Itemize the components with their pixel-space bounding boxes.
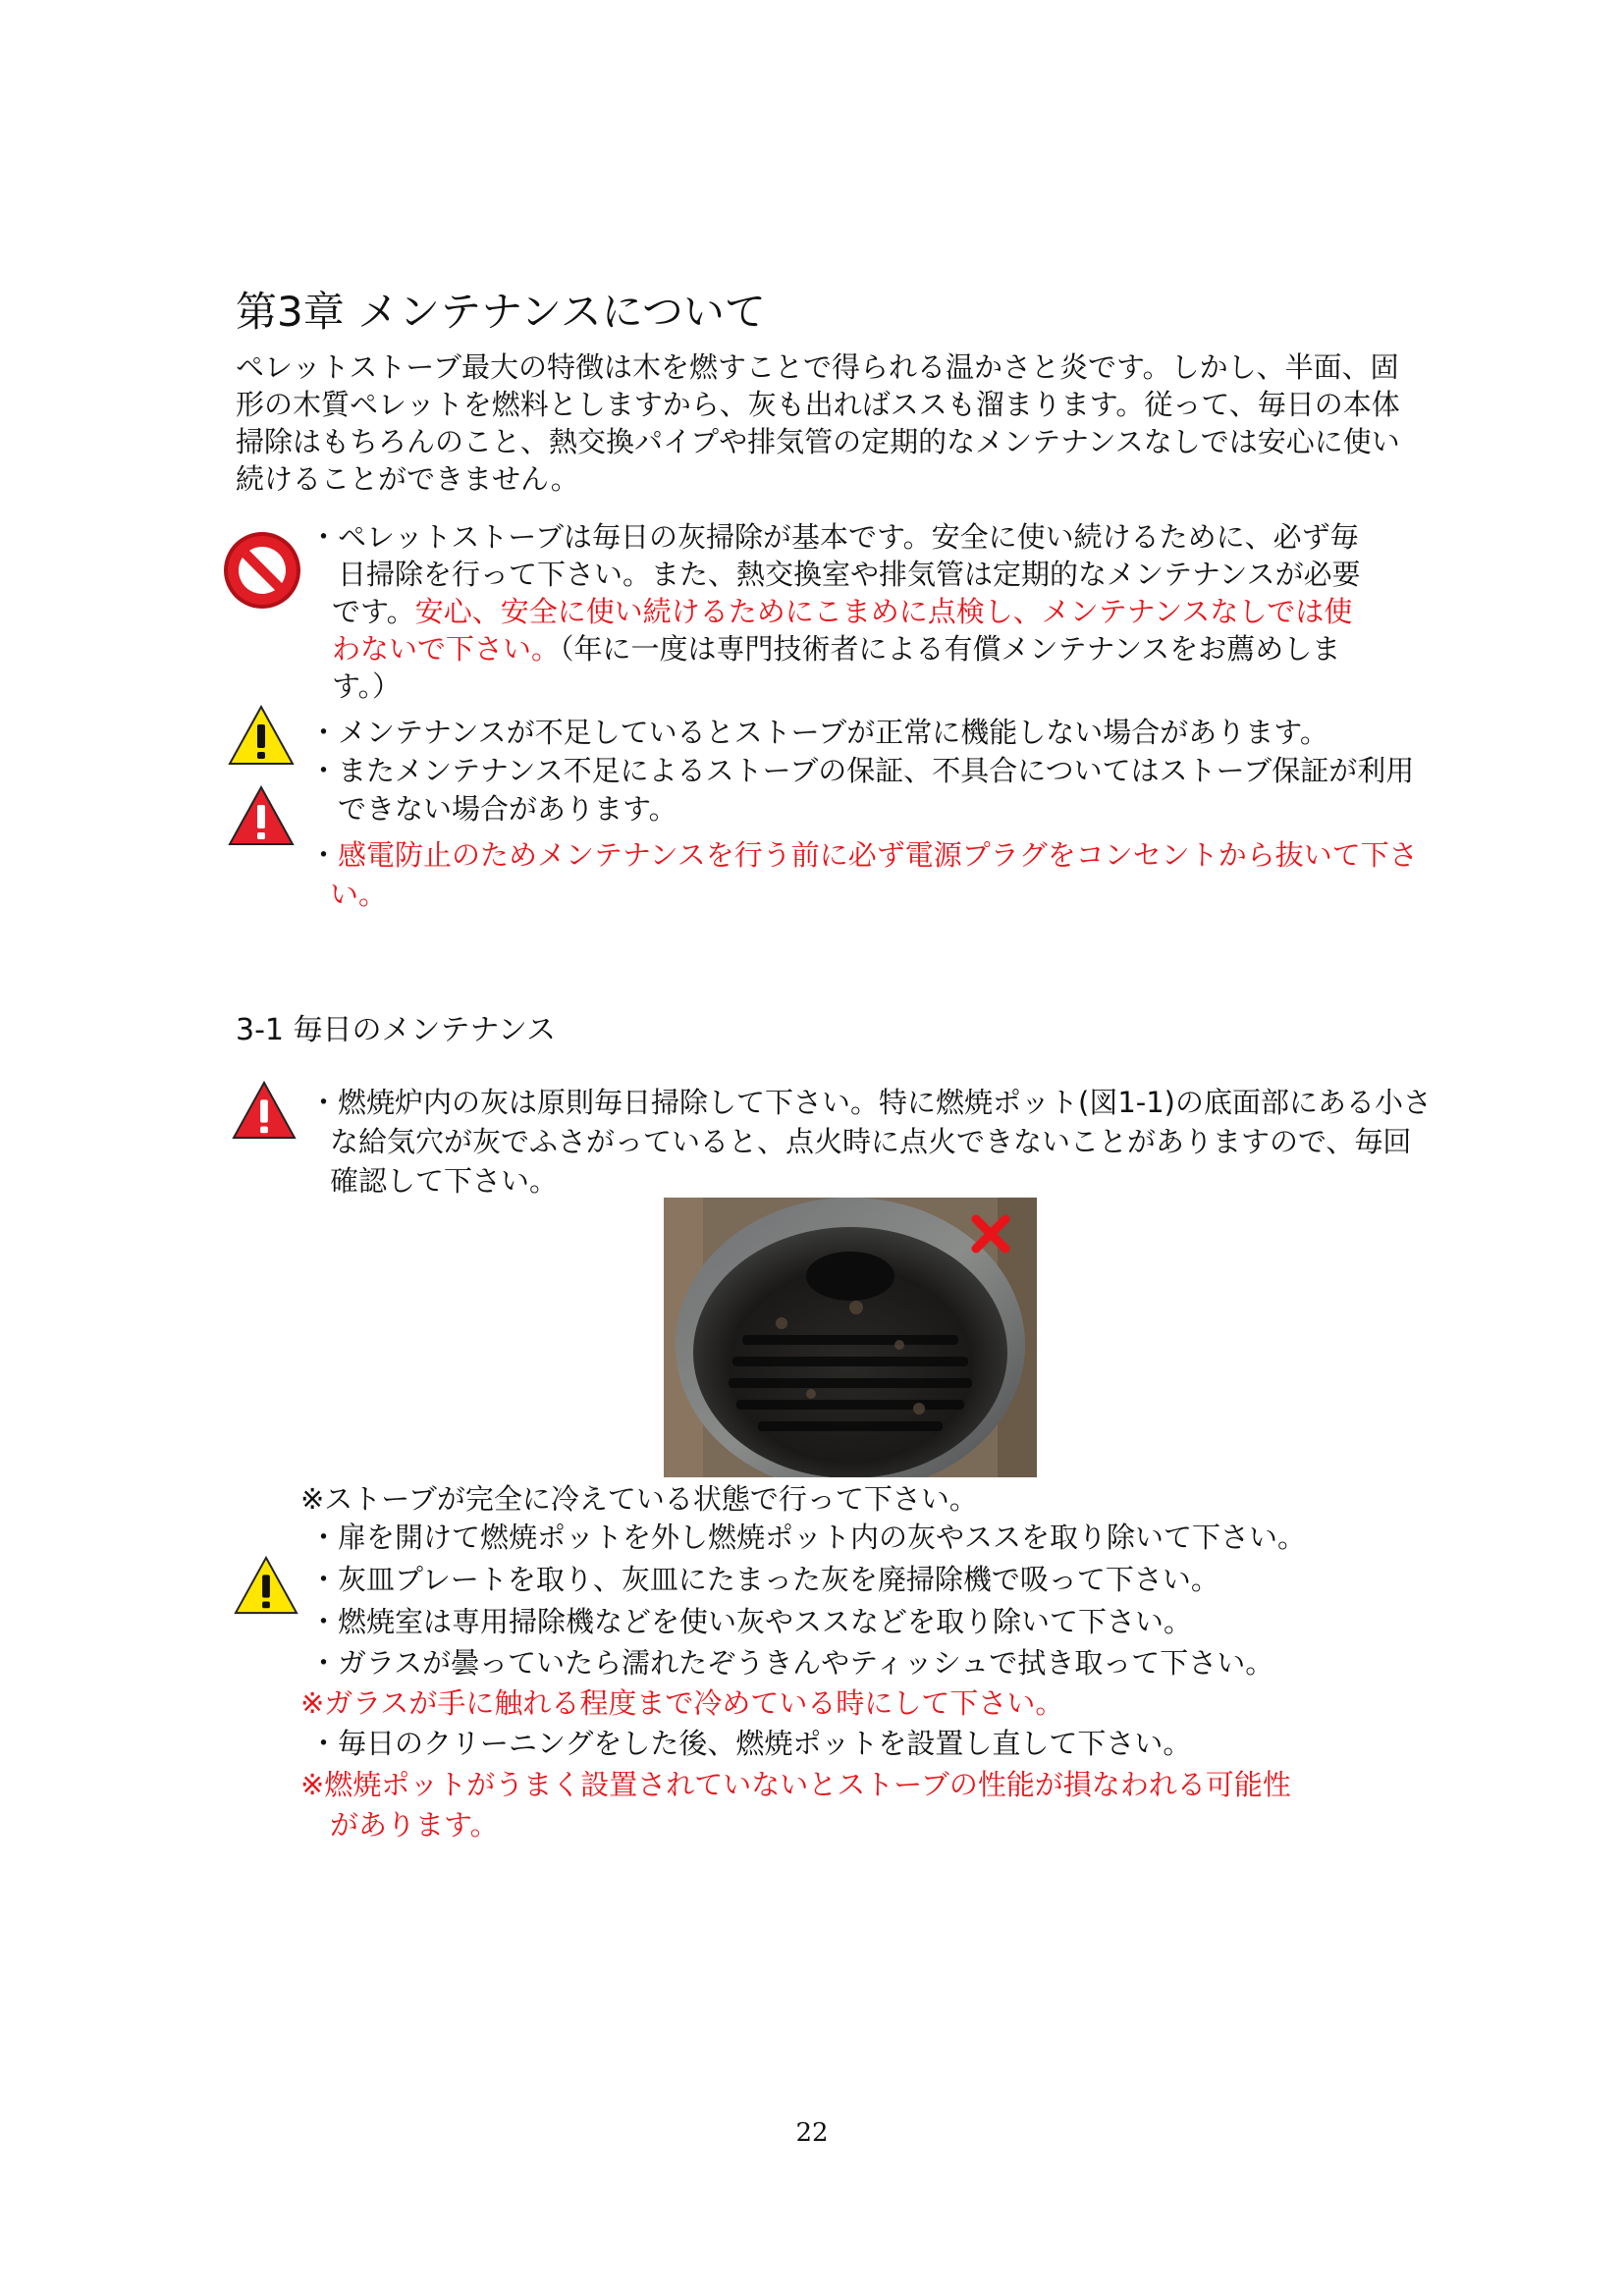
- caution-line: できない場合があります。: [338, 792, 677, 826]
- prohibit-line: す。）: [332, 669, 402, 703]
- danger-icon: [228, 785, 295, 846]
- prohibit-text: です。: [332, 595, 415, 628]
- caution-line: ・またメンテナンス不足によるストーブの保証、不具合についてはストーブ保証が利用: [309, 754, 1415, 787]
- danger-line: [309, 836, 1418, 874]
- step-line: ・扉を開けて燃焼ポットを外し燃焼ポット内の灰やススを取り除いて下さい。: [309, 1521, 1307, 1554]
- page-number: 22: [795, 2118, 829, 2148]
- prohibit-line: 日掃除を行って下さい。また、熱交換室や排気管は定期的なメンテナンスが必要: [338, 558, 1361, 591]
- intro-line: 形の木質ペレットを燃料としますから、灰も出ればススも溜まります。従って、毎日の本体: [236, 388, 1400, 421]
- prohibition-icon: [222, 530, 302, 611]
- danger-bullet: ・: [309, 838, 339, 872]
- caution-line: ・メンテナンスが不足しているとストーブが正常に機能しない場合があります。: [309, 716, 1328, 749]
- intro-line: ペレットストーブ最大の特徴は木を燃すことで得られる温かさと炎です。しかし、半面、固: [236, 350, 1399, 384]
- intro-line: 続けることができません。: [236, 462, 579, 496]
- step-line: ・燃焼室は専用掃除機などを使い灰やススなどを取り除いて下さい。: [309, 1605, 1193, 1638]
- warning-line: 確認して下さい。: [330, 1164, 559, 1198]
- danger-icon: [232, 1080, 297, 1141]
- warning-line: ・燃焼炉内の灰は原則毎日掃除して下さい。特に燃焼ポット(図1-1)の底面部にある小さ: [309, 1086, 1432, 1119]
- intro-paragraph: [236, 348, 1400, 498]
- prohibit-warning-text: わないで下さい。: [332, 632, 561, 666]
- danger-text: 感電防止のためメンテナンスを行う前に必ず電源プラグをコンセントから抜いて下さ: [338, 838, 1418, 872]
- step-line: ・毎日のクリーニングをした後、燃焼ポットを設置し直して下さい。: [309, 1727, 1192, 1760]
- step-line: ・ガラスが曇っていたら濡れたぞうきんやティッシュで拭き取って下さい。: [309, 1646, 1274, 1680]
- note-line: ※燃焼ポットがうまく設置されていないとストーブの性能が損なわれる可能性: [300, 1768, 1291, 1801]
- step-line: ・灰皿プレートを取り、灰皿にたまった灰を廃掃除機で吸って下さい。: [309, 1563, 1219, 1596]
- caution-icon: [228, 705, 295, 766]
- prohibit-line: ・ペレットストーブは毎日の灰掃除が基本です。安全に使い続けるために、必ず毎: [309, 520, 1359, 554]
- note-line: があります。: [330, 1808, 499, 1842]
- danger-line: い。: [330, 878, 388, 911]
- chapter-title: 第3章 メンテナンスについて: [236, 288, 766, 336]
- intro-line: 掃除はもちろんのこと、熱交換パイプや排気管の定期的なメンテナンスなしでは安心に使い: [236, 425, 1400, 458]
- prohibit-line: [332, 630, 1340, 667]
- prohibit-warning-text: 安心、安全に使い続けるためにこまめに点検し、メンテナンスなしでは使: [414, 595, 1353, 628]
- section-title: 3-1 毎日のメンテナンス: [236, 1013, 557, 1047]
- note-line: ※ストーブが完全に冷えている状態で行って下さい。: [300, 1482, 978, 1516]
- burn-pot-photo: [664, 1198, 1037, 1477]
- prohibit-line: [332, 593, 1352, 630]
- prohibit-text: （年に一度は専門技術者による有償メンテナンスをお薦めしま: [560, 632, 1341, 666]
- note-line: ※ガラスが手に触れる程度まで冷めている時にして下さい。: [300, 1686, 1064, 1720]
- caution-icon: [234, 1555, 298, 1616]
- warning-line: な給気穴が灰でふさがっていると、点火時に点火できないことがありますので、毎回: [330, 1125, 1412, 1158]
